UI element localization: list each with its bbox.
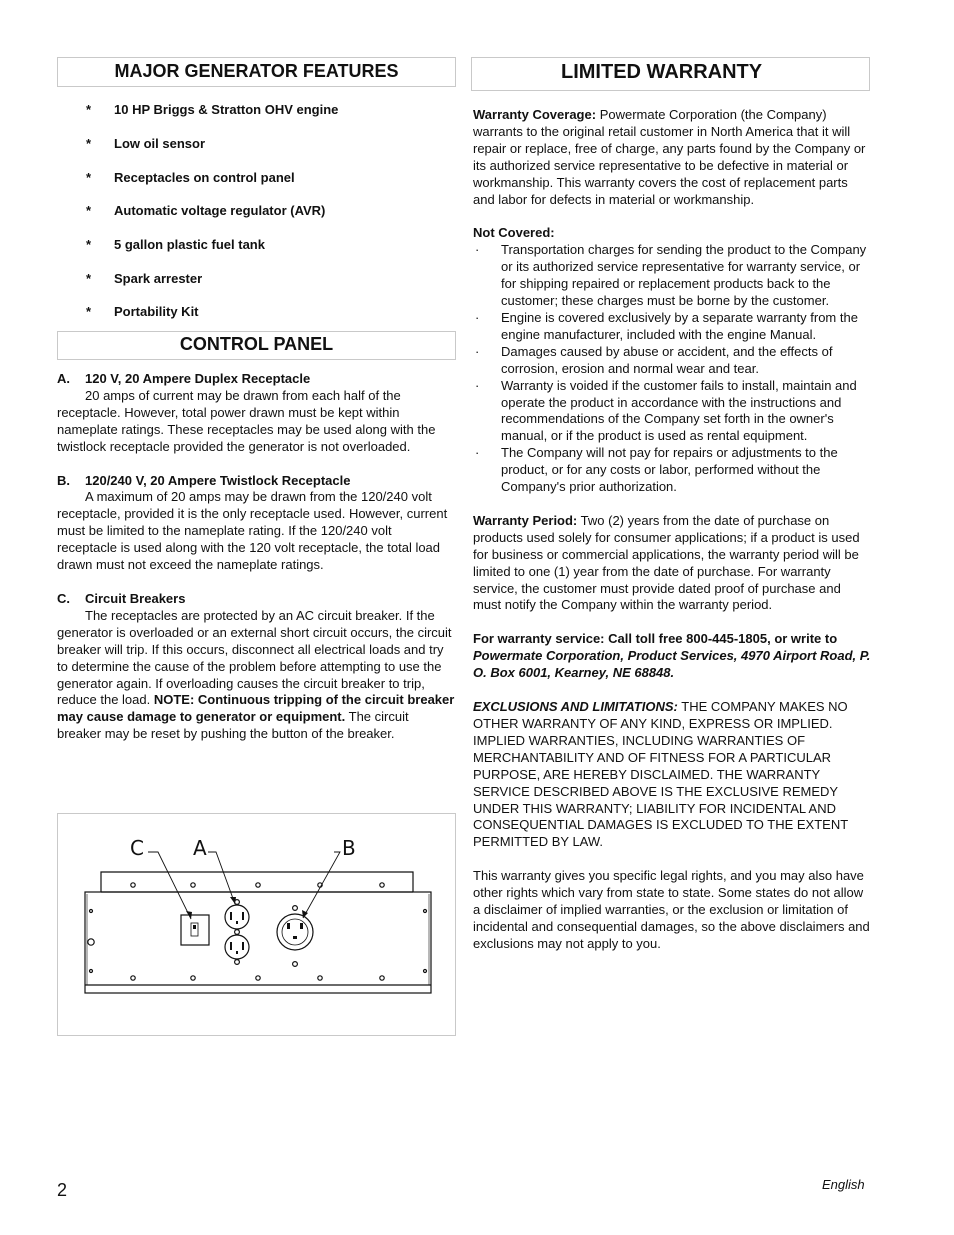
feature-item: * Spark arrester (86, 271, 203, 286)
section-a-title: A. 120 V, 20 Ampere Duplex Receptacle (57, 371, 311, 386)
control-panel-heading: CONTROL PANEL (179, 334, 334, 354)
warranty-heading-box (471, 57, 870, 91)
figure-label-c: C (130, 836, 144, 860)
warranty-coverage: Warranty Coverage: Powermate Corporation (the Company) warrants to the original retail customer in North America that it will repair or replace, free of charge, any parts found by the Company or its authorized service representative to be defective in material or workmanship. This warranty covers the cost of replacement parts and labor for defects in material or workmanship. (473, 107, 866, 207)
section-a-body: 20 amps of current may be drawn from each half of the receptacle. However, total power drawn must be kept within nameplate ratings. These receptacles may be used along with the twistlock receptacle provided the generator is not overloaded. (57, 387, 436, 454)
warranty-period: Warranty Period: Two (2) years from the date of purchase on products used solely for consumer applications; if a product is used for business or commercial applications, the warranty period will be limited to one (1) year from the date of purchase. For warranty service, the customer must provide dated proof of purchase and must notify the Company within the warranty period. (473, 512, 860, 613)
feature-item: * 10 HP Briggs & Stratton OHV engine (86, 102, 339, 117)
section-c-note: NOTE: Continuous tripping of the circuit breaker may cause damage to generator or equipment. (57, 692, 455, 725)
warranty-text (473, 107, 871, 953)
not-covered-label: Not Covered: (473, 225, 555, 241)
feature-item: * Portability Kit (86, 304, 199, 319)
control-panel-figure (57, 813, 456, 1036)
features-heading: MAJOR GENERATOR FEATURES (114, 61, 399, 81)
exclusions: EXCLUSIONS AND LIMITATIONS: THE COMPANY MAKES NO OTHER WARRANTY OF ANY KIND, EXPRESS OR IMPLIED. IMPLIED WARRANTIES, INCLUDING WARRANTIES OF MERCHANTABILITY AND OF FITNESS FOR A PARTICULAR PURPOSE, ARE HEREBY DISCLAIMED. THE WARRANTY SERVICE DESCRIBED ABOVE IS THE EXCLUSIVE REMEDY UNDER THIS WARRANTY; LIABILITY FOR INCIDENTAL AND CONSEQUENTIAL DAMAGES IS EXCLUDED TO THE EXTENT PERMITTED BY LAW. (473, 699, 848, 850)
control-panel-diagram (58, 814, 455, 1035)
warranty-heading: LIMITED WARRANTY (561, 61, 763, 83)
control-panel-text (57, 371, 455, 743)
warranty-service: For warranty service: Call toll free 800-445-1805, or write to Powermate Corporation, Product Services, 4970 Airport Road, P. O. Box 6001, Kearney, NE 68848. (473, 631, 871, 681)
feature-item: * Automatic voltage regulator (AVR) (86, 203, 326, 218)
control-panel-heading-box (57, 331, 456, 360)
not-covered-item: · Warranty is voided if the customer fails to install, maintain and operate the product in accordance with the instructions and recommendations of the Company set forth in the owner's manual, or if the product is used as rental equipment. (475, 377, 857, 444)
not-covered-item: · The Company will not pay for repairs or adjustments to the product, or for any costs or labor, performed without the Company's prior authorization. (475, 445, 838, 495)
not-covered-item: · Transportation charges for sending the product to the Company or its authorized service representative for warranty service, or for shipping repaired or replacement products back to the customer; these charges must be borne by the customer. (475, 242, 867, 309)
section-c-body: The receptacles are protected by an AC circuit breaker. If the generator is overloaded or an external short circuit occurs, the circuit breaker will trip. If this occurs, disconnect all electrical loads and try to determine the cause of the problem before attempting to use the generator again. If overloading causes the circuit breaker to trip, reduce the load. NOTE: Continuous tripping of the circuit breaker may cause damage to generator or equipment. The circuit breaker may be reset by pushing the button of the breaker. (57, 607, 455, 742)
section-b-body: A maximum of 20 amps may be drawn from the 120/240 volt receptacle, provided it is the only receptacle used. However, current must be limited to the nameplate rating. If the 120/240 volt receptacle is used along with the 120 volt receptacle, the total load drawn must not exceed the nameplate ratings. (57, 489, 448, 573)
feature-item: * 5 gallon plastic fuel tank (86, 237, 265, 252)
section-b-title: B. 120/240 V, 20 Ampere Twistlock Receptacle (57, 472, 351, 488)
figure-label-b: B (342, 836, 356, 860)
legal-rights: This warranty gives you specific legal rights, and you may also have other rights which vary from state to state. Some states do not allow a disclaimer of implied warranties, or the exclusion or limitation of incidental and consequential damages, so the above disclaimers and exclusions may not apply to you. (473, 868, 870, 951)
features-heading-box (57, 57, 456, 87)
not-covered-item: · Damages caused by abuse or accident, and the effects of corrosion, erosion and normal wear and tear. (475, 343, 833, 376)
footer-language: English (822, 1177, 865, 1192)
section-c-title: C. Circuit Breakers (57, 590, 186, 606)
figure-label-a: A (193, 836, 207, 860)
feature-item: * Low oil sensor (86, 136, 206, 151)
page-number: 2 (57, 1180, 68, 1200)
feature-item: * Receptacles on control panel (86, 170, 295, 185)
not-covered-item: · Engine is covered exclusively by a separate warranty from the engine manufacturer, included with the engine Manual. (475, 309, 858, 342)
